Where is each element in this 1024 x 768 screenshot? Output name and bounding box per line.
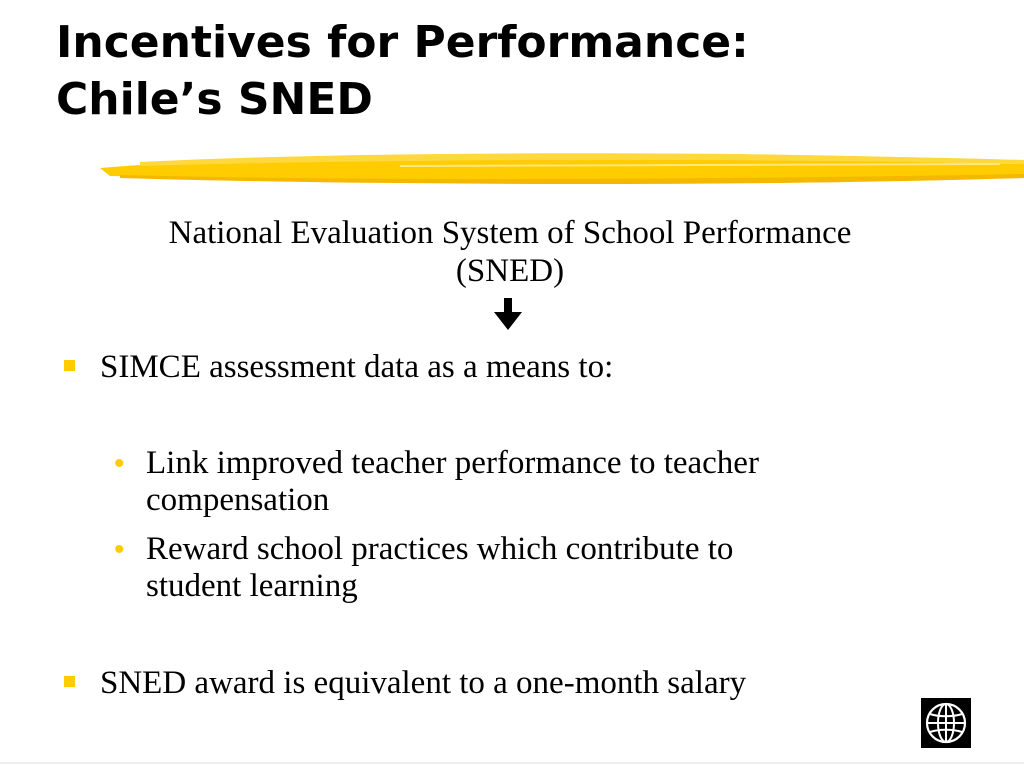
- square-bullet-icon: [64, 676, 75, 687]
- subtitle-line-1: National Evaluation System of School Performance: [168, 215, 852, 251]
- sub-bullet-line-1: Reward school practices which contribute to: [146, 531, 734, 567]
- subtitle-line-2: (SNED): [455, 253, 565, 289]
- bottom-divider: [0, 762, 1024, 764]
- square-bullet-icon: [64, 360, 75, 371]
- sub-bullet-line-2: student learning: [146, 568, 358, 604]
- slide-title-line-1: Incentives for Performance:: [56, 17, 749, 68]
- dot-bullet-icon: •: [114, 447, 125, 480]
- slide-title-line-2: Chile’s SNED: [56, 74, 373, 125]
- sub-bullet-line-1: Link improved teacher performance to teacher: [146, 445, 759, 481]
- slide-title: [56, 14, 749, 128]
- bullet-item: SNED award is equivalent to a one-month salary: [100, 665, 747, 701]
- bullet-item: SIMCE assessment data as a means to:: [100, 349, 614, 385]
- title-underline-stroke: [100, 148, 1024, 190]
- arrow-down-icon: [492, 296, 524, 332]
- subtitle: [60, 214, 960, 290]
- dot-bullet-icon: •: [114, 533, 125, 566]
- sub-bullet-item: [146, 531, 946, 605]
- sub-bullet-line-2: compensation: [146, 482, 330, 518]
- sub-bullet-item: [146, 445, 946, 519]
- globe-icon: [921, 698, 971, 748]
